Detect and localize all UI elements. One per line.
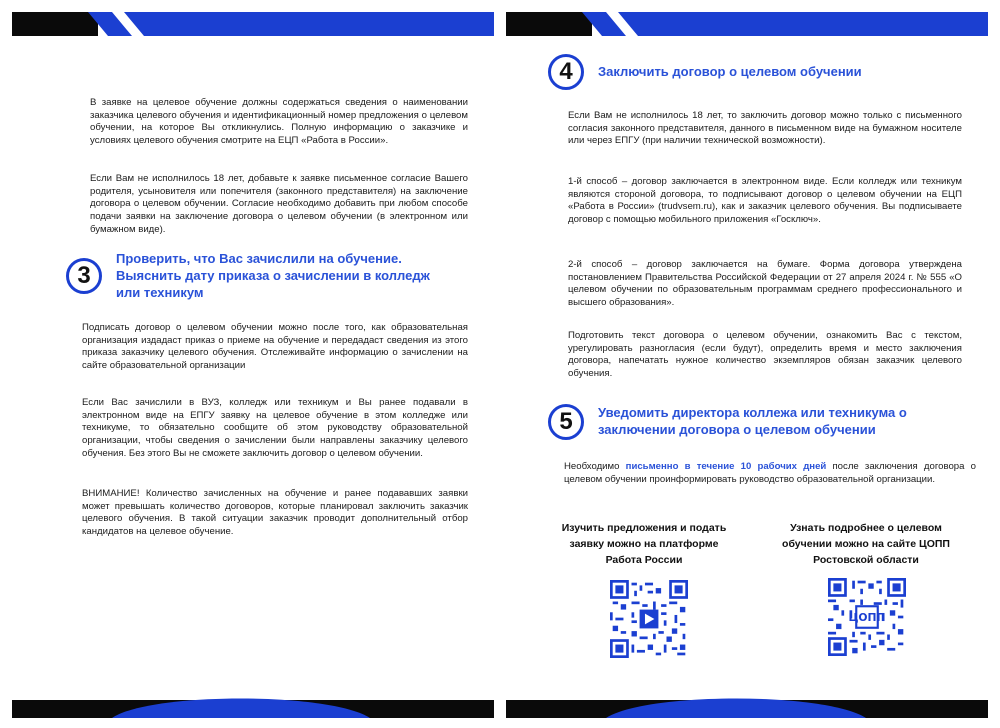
step-3-number: 3 — [66, 258, 102, 294]
qr-code-copp-rostov[interactable] — [828, 578, 906, 656]
step-3-title: Проверить, что Вас зачислили на обучение. Выяснить дату приказа о зачислении в колледж или техникум — [116, 251, 430, 300]
right-page — [506, 0, 1000, 728]
step-4-title: Заключить договор о целевом обучении — [598, 64, 862, 79]
left-page — [0, 0, 496, 728]
intro-paragraph-2: Если Вам не исполнилось 18 лет, добавьте к заявке письменное согласие Вашего родителя, усыновителя или попечителя (законного представителя) на заключение договора о целевом обучении. Согласие необходимо добавить при любом способе подачи заявки на заключение договора о целевом обучении (в электронном или бумажном виде). — [90, 173, 468, 235]
qr-code-rabota-rossii[interactable] — [610, 580, 688, 658]
copp-logo-text: ЦОПП — [848, 611, 886, 625]
step-4-paragraph-1: Если Вам не исполнилось 18 лет, то заключить договор можно только с письменного согласия законного представителя, данного в письменном виде на бумажном носителе или через ЕПГУ (при наличии технической возможности). — [568, 110, 962, 147]
step-3-paragraph-3: ВНИМАНИЕ! Количество зачисленных на обучение и ранее подававших заявки может превышать количество договоров, которые планировал заключить заказчик целевого обучения. В такой ситуации заказчик проводит дополнительный отбор кандидатов на целевое обучение. — [82, 488, 468, 538]
step-5-title: Уведомить директора коллежа или техникума о заключении договора о целевом обучении — [598, 405, 907, 437]
bottom-banner-right — [506, 690, 1000, 728]
step-5-number: 5 — [548, 404, 584, 440]
step-5-paragraph-end: после заключения договора о целевом обучении проинформировать руководство образовательной организации. — [564, 461, 976, 485]
bottom-banner — [0, 690, 496, 728]
step-3-paragraph-1: Подписать договор о целевом обучении можно после того, как образовательная организация издадаст приказ о приеме на обучение и передадаст сведения из этого приказа заказчику целевого обучения. Отслеживайте информацию о зачислении на сайте образовательной организации — [82, 322, 468, 372]
step-4-paragraph-4: Подготовить текст договора о целевом обучении, ознакомить Вас с текстом, урегулировать разногласия (если будут), определить время и место заключения договора, напечатать нужное количество экземпляров обязан заказчик целевого обучения. — [568, 330, 962, 380]
intro-paragraph-1: В заявке на целевое обучение должны содержаться сведения о наименовании заказчика целевого обучения и идентификационный номер предложения о целевом обучении, на которое Вы откликнулись. Полную информацию о заказчике и условиях целевого обучения смотрите на ЕЦП «Работа в России». — [90, 97, 468, 147]
step-3-paragraph-2: Если Вас зачислили в ВУЗ, колледж или техникум и Вы ранее подавали в электронном виде на ЕПГУ заявку на целевое обучение в этом колледже или техникуме, то обязательно сообщите об этом руководству образовательной организации, чтобы сведения о зачислении были направлены заказчику целевого обучения. Без этого Вы не сможете заключить договор о целевом обучении. — [82, 397, 468, 459]
page-gutter — [496, 0, 506, 728]
step-5-paragraph — [564, 461, 976, 486]
caption-copp-rostov: Узнать подробнее о целевом обучении можно на сайте ЦОПП Ростовской области — [782, 522, 950, 566]
step-4-number: 4 — [548, 54, 584, 90]
caption-rabota-rossii: Изучить предложения и подать заявку можно на платформе Работа России — [561, 522, 727, 566]
step-4-paragraph-2: 1-й способ – договор заключается в электронном виде. Если колледж или техникум являются стороной договора, то подписывают договор о целевом обучении на ЕЦП «Работа в России» (trudvsem.ru), как и заказчик целевого обучения. Вы подписываете договор с помощью мобильного приложения «Госключ». — [568, 176, 962, 226]
step-5-paragraph-start: Необходимо — [564, 461, 626, 472]
step-4-paragraph-3: 2-й способ – договор заключается на бумаге. Форма договора утверждена постановлением Правительства Российской Федерации от 27 апреля 2024 г. № 555 «О целевом обучении по образовательным программам среднего профессионального и высшего образования». — [568, 259, 962, 309]
step-5-deadline-highlight: письменно в течение 10 рабочих дней — [625, 461, 827, 472]
top-banner — [0, 0, 496, 44]
top-banner-right — [506, 0, 1000, 44]
